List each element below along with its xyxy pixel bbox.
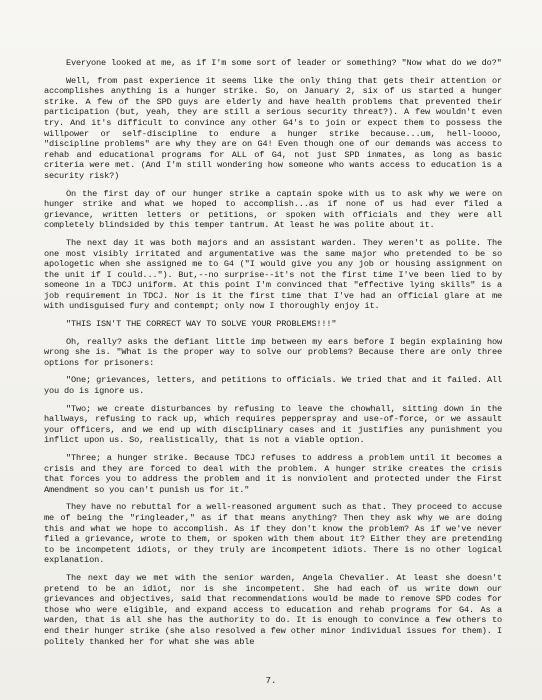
page-number: 7. xyxy=(265,676,277,686)
paragraph-6: Oh, really? asks the defiant little imp between my ears before I begin explaining how wrong she is. "What is the proper way to solve our problems? Because there are only three options for prisoners: xyxy=(44,336,502,368)
paragraph-5: "THIS ISN'T THE CORRECT WAY TO SOLVE YOUR PROBLEMS!!!" xyxy=(66,319,337,330)
paragraph-3: On the first day of our hunger strike a captain spoke with us to ask why we were on hunger strike and what we hoped to accomplish...as if none of us had ever filed a grievance, written letters or petitions, or spoken with officials and they were all completely blindsided by this temper tantrum. At least he was polite about it. xyxy=(44,188,502,231)
paragraph-11: The next day we met with the senior warden, Angela Chevalier. At least she doesn't pretend to be an idiot, nor is she incompetent. She had each of us write down our grievances and objectives, said that recommendations would be made to remove SPD codes for those who were eligible, and expand access to education and rehab programs for G4. As a warden, that is all she has the authority to do. It is enough to convince a few others to end their hunger strike (she also resolved a few other minor individual issues for them). I politely thanked her for what she was able xyxy=(44,572,502,647)
paragraph-7: "One; grievances, letters, and petitions to officials. We tried that and it failed. All you do is ignore us. xyxy=(44,375,502,397)
paragraph-1: Everyone looked at me, as if I'm some sort of leader or something? "Now what do we do?" xyxy=(66,58,502,68)
paragraph-4: The next day it was both majors and an assistant warden. They weren't as polite. The one most visibly irritated and argumentative was the same major who pretended to be so apologetic when she assigned me to G4 ("I would give you any job or housing assignment on the unit if I could..."). But,--no surprise--it's not the first time I've been lied to by someone in a TDCJ uniform. At this point I'm convinced that "effective lying skills" is a job requirement in TDCJ. Nor is it the first time that I've had an official glare at me with undisguised fury and contempt; only now I thoroughly enjoy it. xyxy=(44,237,502,312)
paragraph-9: "Three; a hunger strike. Because TDCJ refuses to address a problem until it becomes a crisis and they are forced to deal with the problem. A hunger strike creates the crisis that forces you to address the problem and it is nonviolent and protected under the First Amendment so you can't punish us for it." xyxy=(44,453,502,495)
paragraph-10: They have no rebuttal for a well-reasoned argument such as that. They proceed to accuse me of being the "ringleader," as if that means anything? Then they ask why we are doing this and what we hope to accomplish. As if they don't know the problem? As if we've never filed a grievance, wrote to them, or spoken with them about it? Either they are pretending to be incompetent idiots, or they truly are incompetent idiots. There is no other logical explanation. xyxy=(44,502,502,566)
paragraph-8: "Two; we create disturbances by refusing to leave the chowhall, sitting down in the hallways, refusing to rack up, which requires pepperspray and use-of-force, or we assault your officers, and we end up with disciplinary cases and it justifies any punishment you inflict upon us. So, realistically, that is not a viable option. xyxy=(44,403,502,446)
paragraph-2: Well, from past experience it seems like the only thing that gets their attention or accomplishes anything is a hunger strike. So, on January 2, six of us started a hunger strike. A few of the SPD guys are elderly and have health problems that prevented their participation (but, yeah, they are still a serious security threat?). A few wouldn't even try. And it's difficult to convince any other G4's to join or expect them to possess the willpower or self-discipline to endure a hunger strike because...um, hell-loooo, "discipline problems" are why they are on G4! Even though one of our demands was access to rehab and educational programs for ALL of G4, not just SPD inmates, as long as basic criteria were met. (And I'm still wondering how someone who wants access to education is a security risk?) xyxy=(44,75,502,181)
